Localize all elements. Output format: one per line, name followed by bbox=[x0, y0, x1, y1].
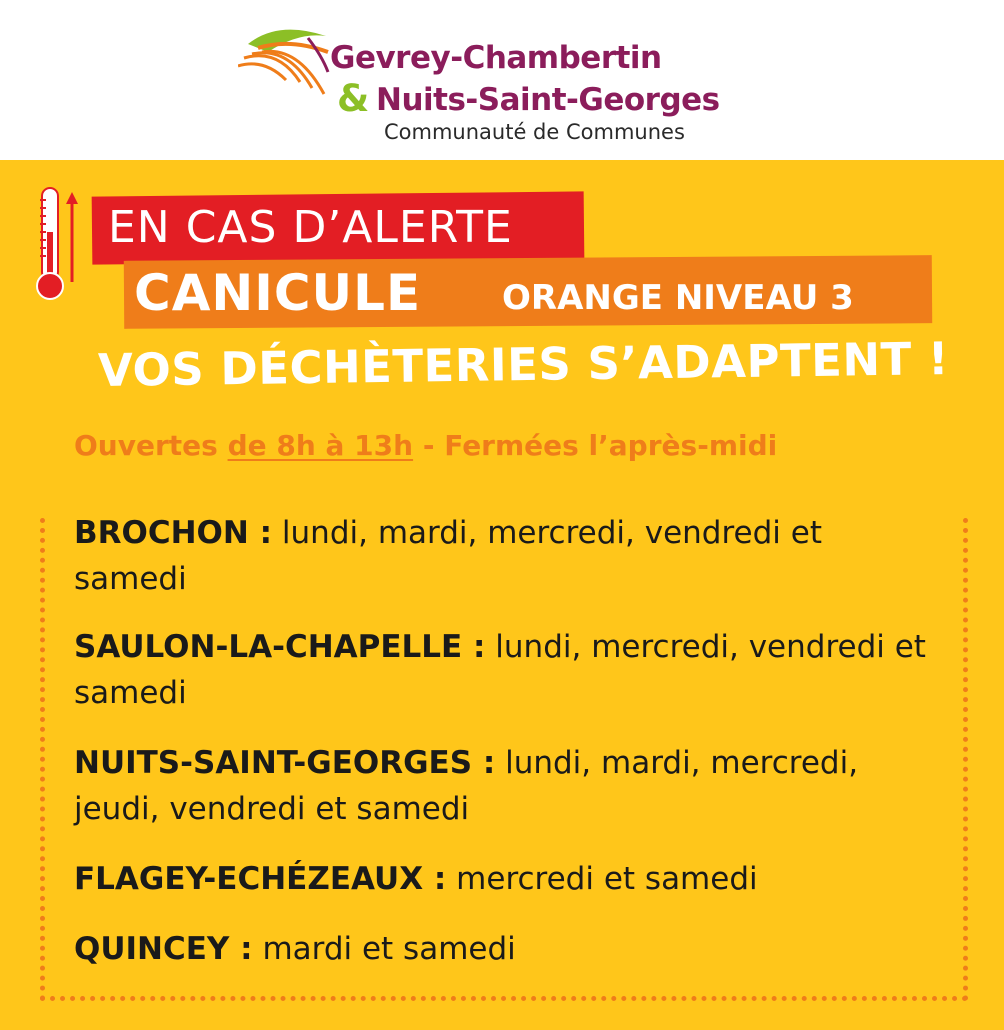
brand-subtitle: Communauté de Communes bbox=[384, 120, 685, 144]
site-name: BROCHON : bbox=[74, 515, 273, 551]
header bbox=[0, 0, 1004, 160]
hours-highlight: de 8h à 13h bbox=[227, 429, 414, 462]
hours-suffix: - Fermées l’après-midi bbox=[413, 429, 778, 462]
site-entry-saulon bbox=[74, 624, 934, 716]
site-days: lundi, mercredi, vendredi et samedi bbox=[74, 629, 926, 711]
thermometer-icon bbox=[36, 186, 84, 302]
brand-ampersand: & bbox=[337, 77, 370, 120]
site-days: mardi et samedi bbox=[262, 931, 516, 967]
site-name: FLAGEY-ECHÉZEAUX : bbox=[74, 861, 447, 897]
site-entry-flagey bbox=[74, 856, 934, 902]
site-name: QUINCEY : bbox=[74, 931, 253, 967]
site-entry-nuits bbox=[74, 740, 934, 832]
brand-name-line2: Nuits-Saint-Georges bbox=[376, 82, 720, 118]
site-name: SAULON-LA-CHAPELLE : bbox=[74, 629, 486, 665]
site-days: lundi, mardi, mercredi, vendredi et samedi bbox=[74, 515, 822, 597]
alert-title: EN CAS D’ALERTE bbox=[108, 202, 513, 253]
site-entry-quincey bbox=[74, 926, 934, 972]
site-entry-brochon bbox=[74, 510, 934, 602]
vineyard-hills-logo-icon bbox=[238, 22, 338, 102]
site-days: mercredi et samedi bbox=[456, 861, 758, 897]
headline: VOS DÉCHÈTERIES S’ADAPTENT ! bbox=[97, 332, 950, 397]
hours-prefix: Ouvertes bbox=[74, 429, 228, 462]
canicule-title: CANICULE bbox=[134, 264, 422, 322]
site-days: lundi, mardi, mercredi, jeudi, vendredi et samedi bbox=[74, 745, 859, 827]
site-name: NUITS-SAINT-GEORGES : bbox=[74, 745, 496, 781]
opening-hours bbox=[74, 426, 777, 466]
alert-level: ORANGE NIVEAU 3 bbox=[502, 278, 854, 318]
brand-name-line1: Gevrey-Chambertin bbox=[330, 40, 662, 76]
